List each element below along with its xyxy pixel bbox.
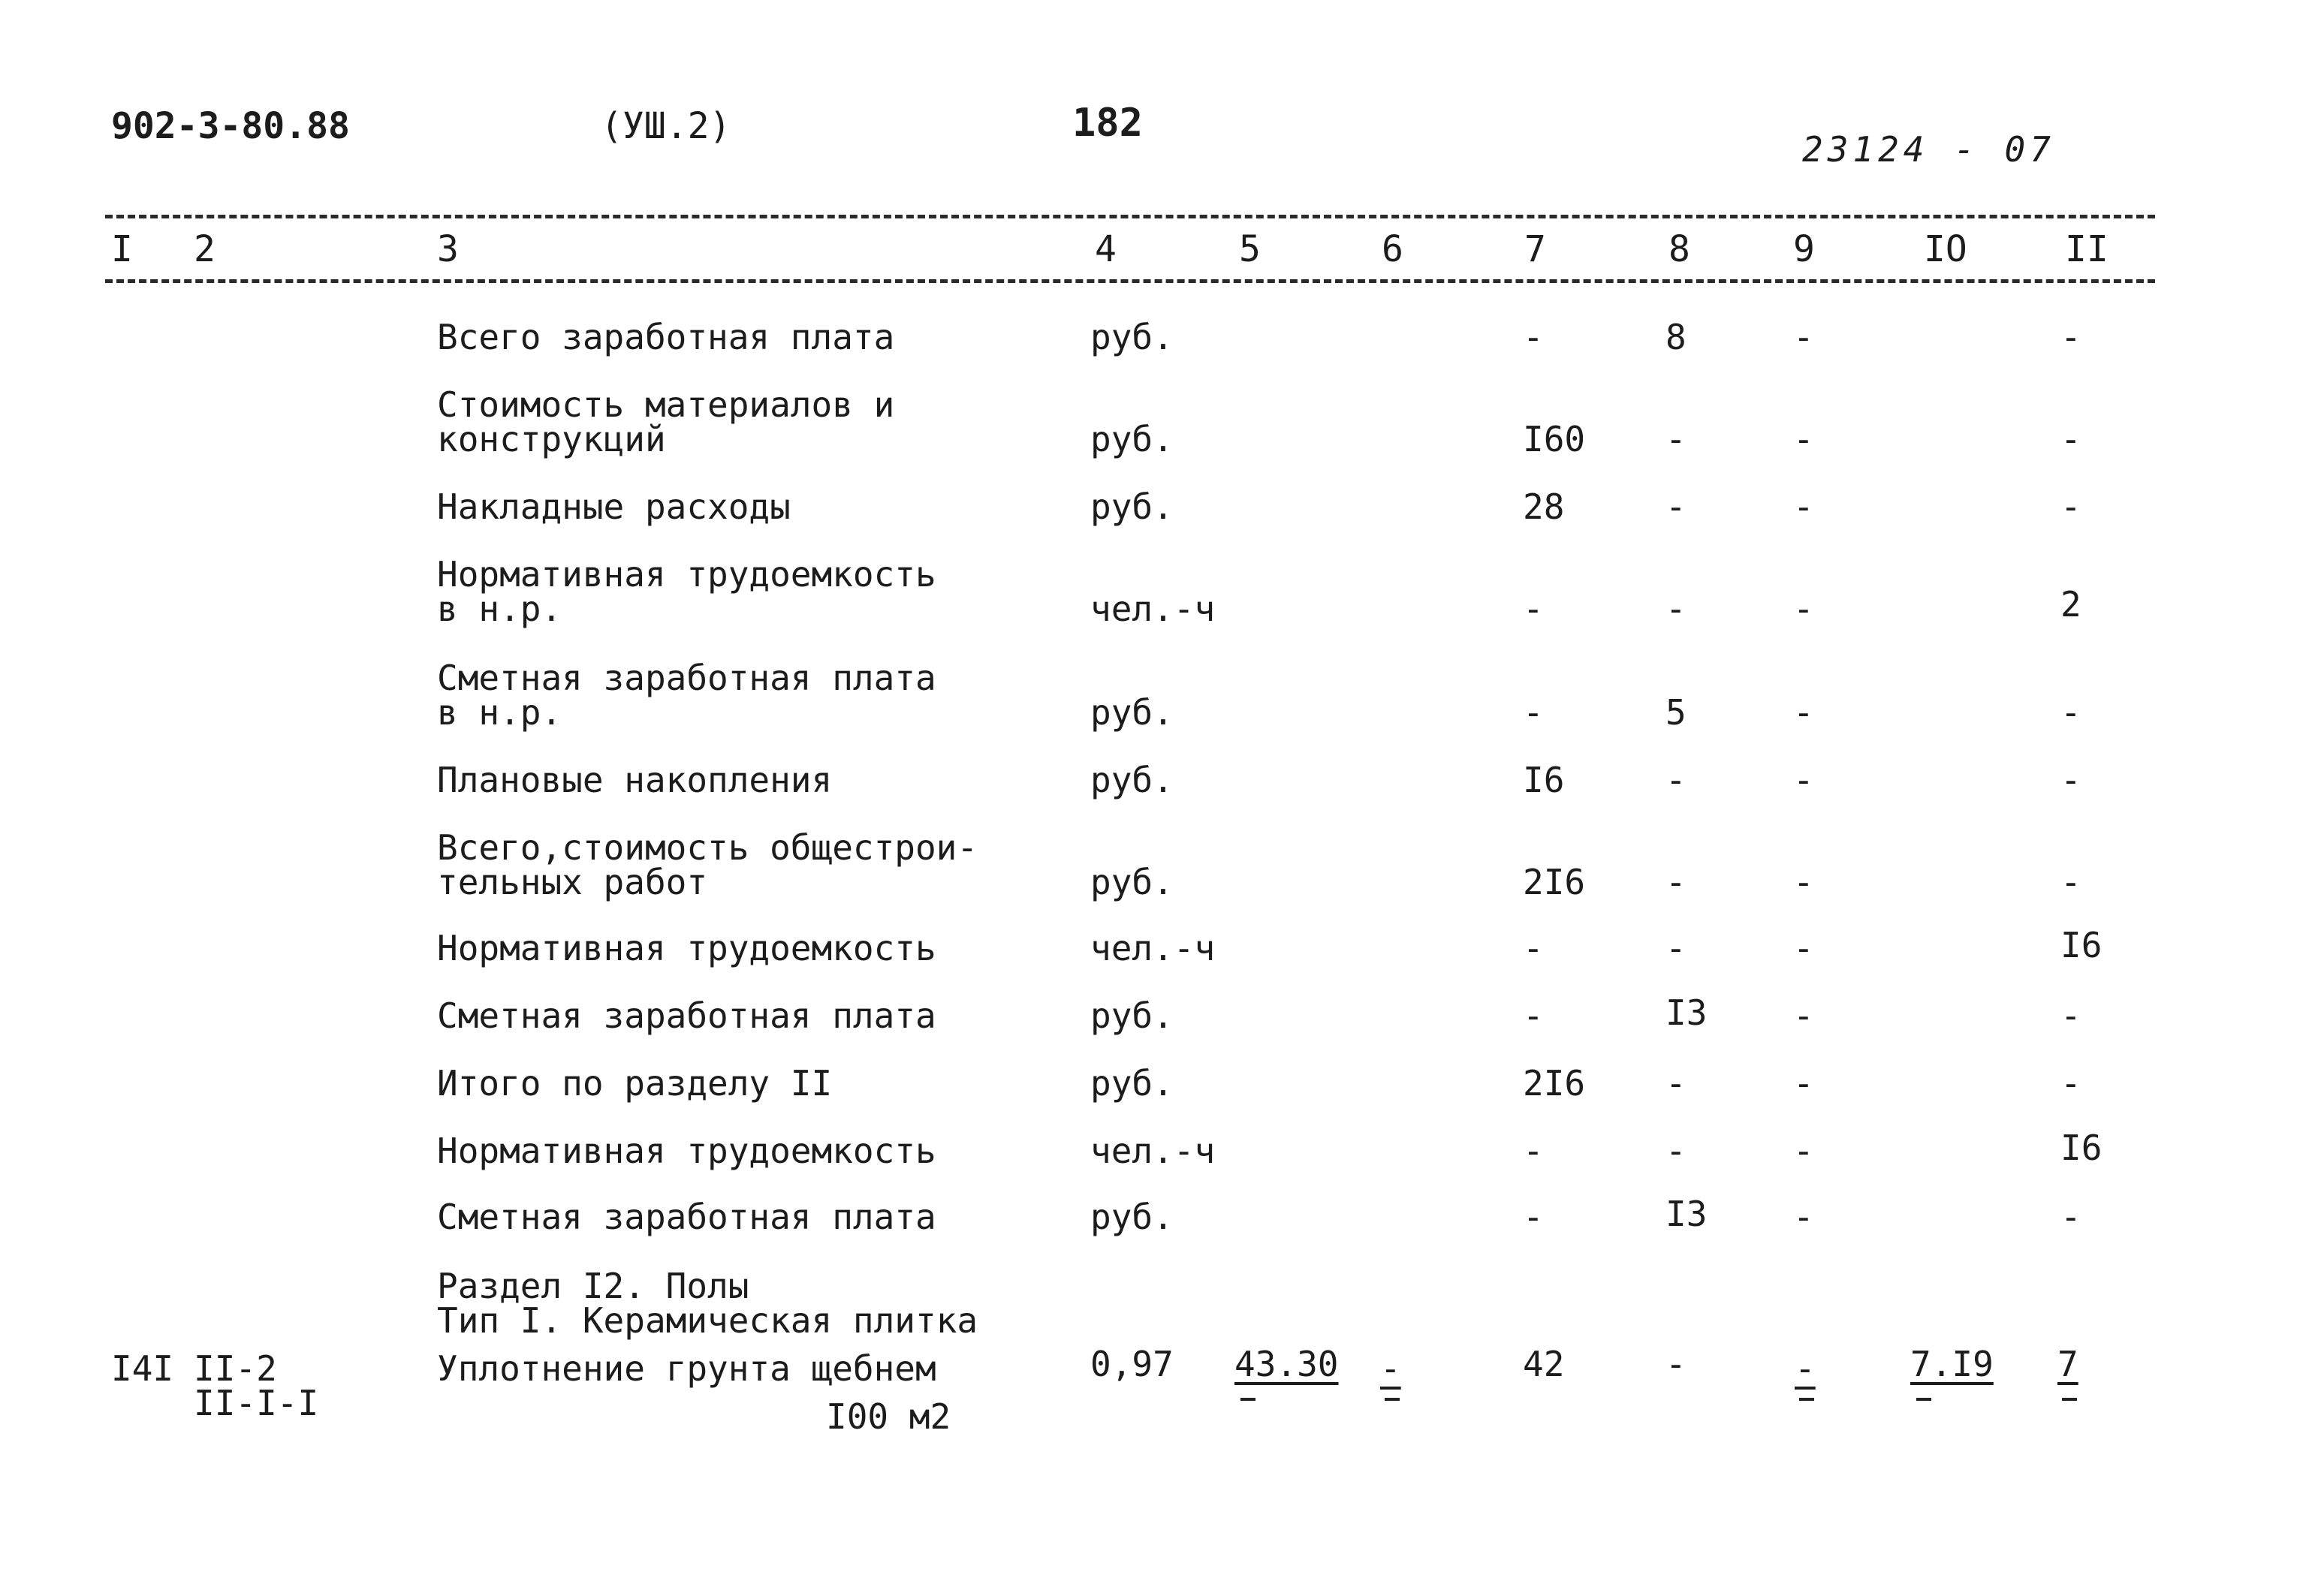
row-col8: I3 xyxy=(1665,992,1708,1033)
row-unit: чел.-ч xyxy=(1090,1131,1216,1171)
row-unit: руб. xyxy=(1090,760,1174,800)
row-name-continued: в н.р. xyxy=(437,589,562,629)
item-col10: 7.I9 xyxy=(1910,1344,1994,1384)
row-name: Стоимость материалов и xyxy=(437,384,895,425)
col-header-5: 5 xyxy=(1239,228,1261,270)
row-col11: - xyxy=(2060,317,2081,357)
row-col8: 5 xyxy=(1665,692,1687,733)
row-col8: I3 xyxy=(1665,1194,1708,1234)
col-header-10: IO xyxy=(1924,228,1967,270)
row-col9: - xyxy=(1793,419,1814,459)
row-name: Накладные расходы xyxy=(437,486,791,527)
header-bottom-rule xyxy=(105,279,2155,283)
row-col9: - xyxy=(1793,862,1814,902)
col-header-1: I xyxy=(111,228,133,270)
row-unit: чел.-ч xyxy=(1090,589,1216,629)
header-top-rule xyxy=(105,215,2155,218)
row-col11: - xyxy=(2060,419,2081,459)
row-col7: I6 xyxy=(1523,760,1565,800)
row-col8: - xyxy=(1665,589,1687,629)
item-name: Уплотнение грунта щебнем xyxy=(437,1348,936,1389)
page-number: 182 xyxy=(1072,101,1143,146)
col-header-6: 6 xyxy=(1382,228,1403,270)
col-header-9: 9 xyxy=(1793,228,1815,270)
row-col9: - xyxy=(1793,760,1814,800)
row-name: Итого по разделу II xyxy=(437,1063,833,1104)
row-name: Всего заработная плата xyxy=(437,317,895,357)
fraction-denominator-mark xyxy=(1240,1398,1255,1401)
row-col11: I6 xyxy=(2060,1128,2103,1168)
row-col7: - xyxy=(1523,1131,1544,1171)
item-code: II-2 xyxy=(194,1348,277,1389)
row-col7: - xyxy=(1523,928,1544,968)
col-header-4: 4 xyxy=(1095,228,1117,270)
row-name-continued: тельных работ xyxy=(437,862,708,902)
row-col7: I60 xyxy=(1523,419,1586,459)
col-header-8: 8 xyxy=(1668,228,1690,270)
row-col11: I6 xyxy=(2060,925,2103,965)
row-col8: - xyxy=(1665,1063,1687,1104)
section-title: Раздел I2. Полы xyxy=(437,1266,749,1306)
item-col9: - xyxy=(1795,1348,1816,1389)
item-number: I4I xyxy=(111,1348,174,1389)
row-name-continued: в н.р. xyxy=(437,692,562,733)
row-col11: - xyxy=(2060,1197,2081,1237)
row-col8: - xyxy=(1665,1131,1687,1171)
row-col7: 2I6 xyxy=(1523,862,1586,902)
row-name: Нормативная трудоемкость xyxy=(437,554,936,595)
document-code: 902-3-80.88 xyxy=(111,105,350,147)
fraction-denominator-mark xyxy=(1385,1398,1400,1401)
row-col7: - xyxy=(1523,1197,1544,1237)
row-name: Сметная заработная плата xyxy=(437,1197,936,1237)
row-name: Всего,стоимость общестрои- xyxy=(437,827,978,868)
volume-label: (УШ.2) xyxy=(601,105,731,147)
row-col8: - xyxy=(1665,928,1687,968)
row-unit: руб. xyxy=(1090,1197,1174,1237)
row-name: Сметная заработная плата xyxy=(437,995,936,1036)
row-col9: - xyxy=(1793,1131,1814,1171)
row-name: Нормативная трудоемкость xyxy=(437,1131,936,1171)
row-col9: - xyxy=(1793,1197,1814,1237)
row-unit: руб. xyxy=(1090,995,1174,1036)
row-col9: - xyxy=(1793,589,1814,629)
row-col11: - xyxy=(2060,486,2081,527)
row-unit: руб. xyxy=(1090,317,1174,357)
row-col8: - xyxy=(1665,486,1687,527)
row-name: Сметная заработная плата xyxy=(437,658,936,698)
row-col8: - xyxy=(1665,419,1687,459)
fraction-denominator-mark xyxy=(1916,1398,1931,1401)
col-header-7: 7 xyxy=(1524,228,1546,270)
row-col11: - xyxy=(2060,760,2081,800)
fraction-denominator-mark xyxy=(2062,1398,2077,1401)
row-col7: 2I6 xyxy=(1523,1063,1586,1104)
row-col8: 8 xyxy=(1665,317,1687,357)
item-col11: 7 xyxy=(2057,1344,2078,1384)
row-col7: - xyxy=(1523,589,1544,629)
row-unit: руб. xyxy=(1090,862,1174,902)
row-col7: - xyxy=(1523,692,1544,733)
item-col8: - xyxy=(1665,1344,1687,1384)
row-col9: - xyxy=(1793,995,1814,1036)
section-subtitle: Тип I. Керамическая плитка xyxy=(437,1300,978,1341)
row-col11: - xyxy=(2060,1063,2081,1104)
col-header-2: 2 xyxy=(194,228,216,270)
row-col7: - xyxy=(1523,995,1544,1036)
row-col11: - xyxy=(2060,862,2081,902)
row-col9: - xyxy=(1793,928,1814,968)
row-unit: руб. xyxy=(1090,486,1174,527)
row-col11: - xyxy=(2060,995,2081,1036)
row-col11: 2 xyxy=(2060,584,2081,625)
item-col5: 43.30 xyxy=(1234,1344,1339,1384)
row-name-continued: конструкций xyxy=(437,419,666,459)
row-col9: - xyxy=(1793,486,1814,527)
row-unit: чел.-ч xyxy=(1090,928,1216,968)
item-subcode: II-I-I xyxy=(194,1383,319,1423)
row-col8: - xyxy=(1665,862,1687,902)
row-unit: руб. xyxy=(1090,692,1174,733)
row-col7: 28 xyxy=(1523,486,1565,527)
item-col6: - xyxy=(1380,1348,1401,1389)
row-col9: - xyxy=(1793,1063,1814,1104)
stamp-number: 23124 - 07 xyxy=(1802,129,2055,170)
col-header-3: 3 xyxy=(437,228,459,270)
fraction-denominator-mark xyxy=(1799,1398,1814,1401)
row-name: Плановые накопления xyxy=(437,760,833,800)
row-col9: - xyxy=(1793,317,1814,357)
item-col4: 0,97 xyxy=(1090,1344,1174,1384)
col-header-11: II xyxy=(2065,228,2109,270)
item-unit: I00 м2 xyxy=(826,1396,951,1437)
row-col11: - xyxy=(2060,692,2081,733)
row-col7: - xyxy=(1523,317,1544,357)
item-col7: 42 xyxy=(1523,1344,1565,1384)
row-unit: руб. xyxy=(1090,1063,1174,1104)
row-col8: - xyxy=(1665,760,1687,800)
row-col9: - xyxy=(1793,692,1814,733)
row-name: Нормативная трудоемкость xyxy=(437,928,936,968)
row-unit: руб. xyxy=(1090,419,1174,459)
